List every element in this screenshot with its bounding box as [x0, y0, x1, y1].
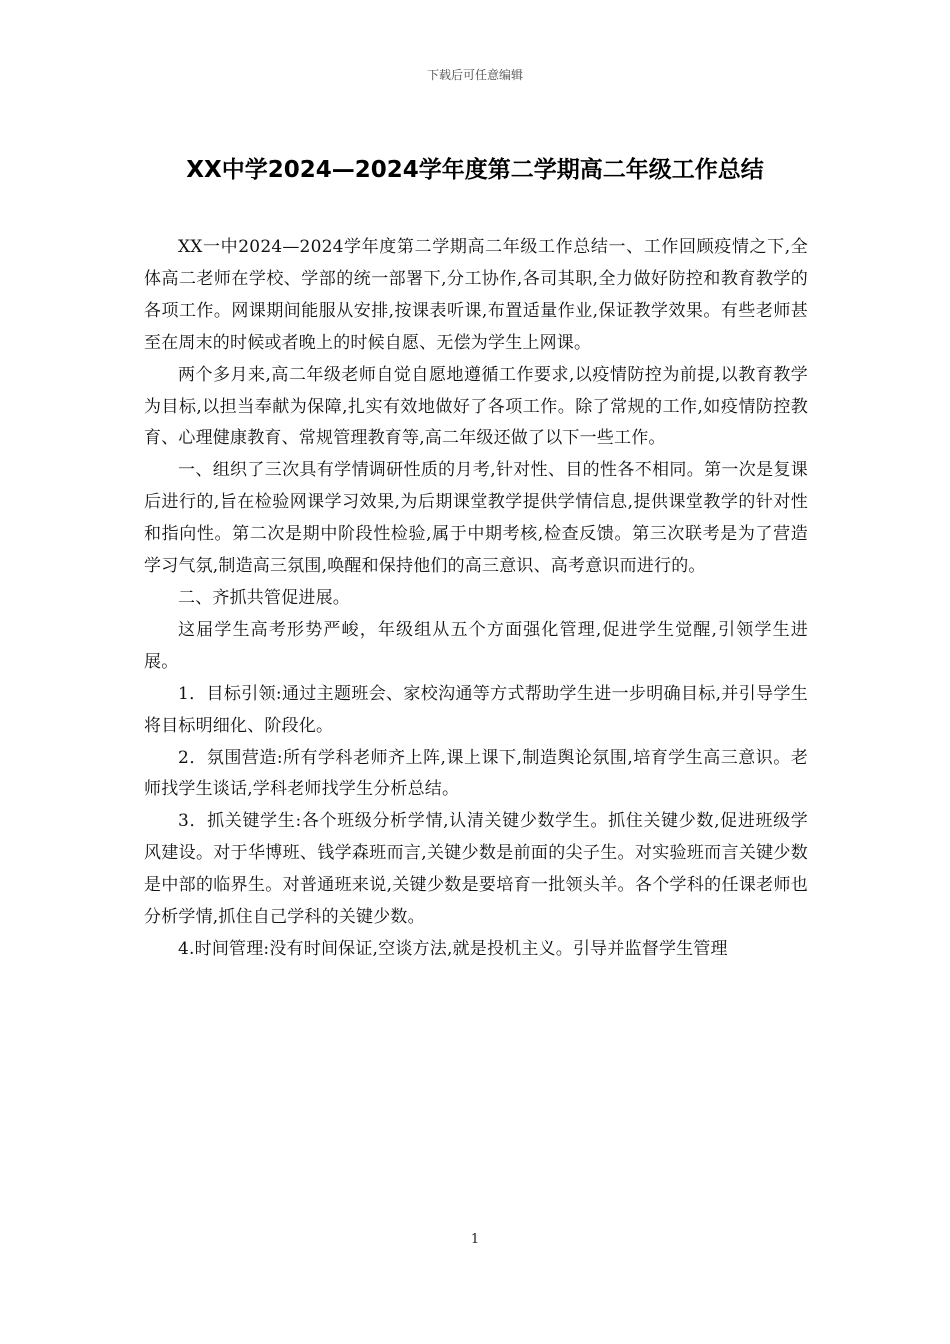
paragraph-section-two-heading: 二、齐抓共管促进展。	[178, 587, 350, 608]
paragraph-item-1: 1．目标引领:通过主题班会、家校沟通等方式帮助学生进一步明确目标,并引导学生将目标明细化、阶段化。	[144, 683, 808, 736]
paragraph-intro: XX一中2024—2024学年度第二学期高二年级工作总结一、工作回顾疫情之下,全体高二老师在学校、学部的统一部署下,分工协作,各司其职,全力做好防控和教育教学的各项工作。网课期间能服从安排,按课表听课,布置适量作业,保证教学效果。有些老师甚至在周末的时候或者晚上的时候自愿、无偿为学生上网课。	[144, 237, 808, 353]
paragraph-item-3: 3．抓关键学生:各个班级分析学情,认清关键少数学生。抓住关键少数,促进班级学风建设。对于华博班、钱学森班而言,关键少数是前面的尖子生。对实验班而言关键少数是中部的临界生。对普通班来说,关键少数是要培育一批领头羊。各个学科的任课老师也分析学情,抓住自己学科的关键少数。	[144, 811, 808, 928]
document-body	[144, 232, 808, 966]
paragraph-overview: 两个多月来,高二年级老师自觉自愿地遵循工作要求,以疫情防控为前提,以教育教学为目标,以担当奉献为保障,扎实有效地做好了各项工作。除了常规的工作,如疫情防控教育、心理健康教育、常规管理教育等,高二年级还做了以下一些工作。	[144, 364, 808, 449]
paragraph-item-4: 4.时间管理:没有时间保证,空谈方法,就是投机主义。引导并监督学生管理	[178, 938, 728, 959]
paragraph-section-two-intro: 这届学生高考形势严峻，年级组从五个方面强化管理,促进学生觉醒,引领学生进展。	[144, 619, 808, 672]
document-title: XX中学2024—2024学年度第二学期高二年级工作总结	[186, 157, 764, 183]
paragraph-section-one: 一、组织了三次具有学情调研性质的月考,针对性、目的性各不相同。第一次是复课后进行的,旨在检验网课学习效果,为后期课堂教学提供学情信息,提供课堂教学的针对性和指向性。第二次是期中阶段性检验,属于中期考核,检查反馈。第三次联考是为了营造学习气氛,制造高三氛围,唤醒和保持他们的高三意识、高考意识而进行的。	[144, 460, 808, 577]
paragraph-item-2: 2．氛围营造:所有学科老师齐上阵,课上课下,制造舆论氛围,培育学生高三意识。老师找学生谈话,学科老师找学生分析总结。	[144, 747, 808, 800]
page-number: 1	[470, 1232, 480, 1247]
header-note: 下载后可任意编辑	[426, 68, 523, 82]
